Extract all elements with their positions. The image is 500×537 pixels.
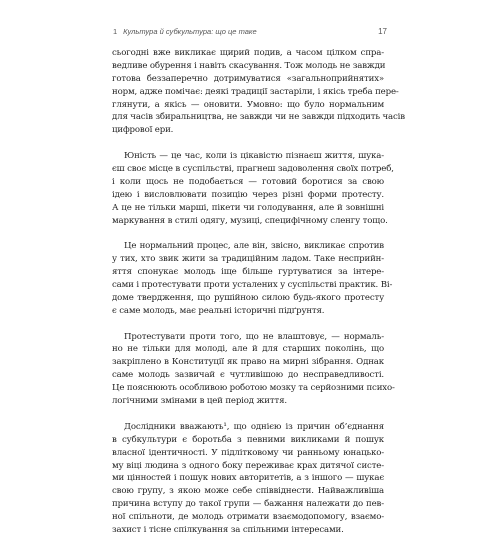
text-line: Це нормальний процес, але він, звісно, викликає спротив [124,241,384,252]
text-line: свою групу, з якою може себе співвіднести. Найважливіша [112,486,384,497]
paragraph [112,150,394,227]
text-line: готова беззаперечно дотримуватися «загальноприйнятих» [112,73,384,84]
running-head [113,27,387,36]
text-line: доме твердження, що рушійною силою будь-якого протесту [112,292,384,303]
text-line: сьогодні вже викликає щирий подив, а часом цілком спра- [112,48,384,58]
text-line: яття спонукає молодь іще більше гуртуватися за інтере- [112,267,384,278]
chapter-number: 1 [113,27,118,36]
text-line: захист і тісне спілкування за спільними інтересами. [112,524,344,535]
text-line: у тих, хто звик жити за традиційним ладом. Таке несприйн- [112,254,384,265]
text-line: ідею і висловлювати позицію через різні форми протесту. [112,189,384,200]
paragraph [112,331,395,408]
paragraph [112,47,405,137]
text-line: власної ідентичності. У підлітковому чи ранньому юнацько- [112,447,384,458]
text-line: в субкультури є боротьба з певними викликами й пошук [112,434,384,445]
text-line: ної спільноти, де молодь отримати взаємодопомогу, взаємо- [112,512,384,523]
text-line: маркування в стилі одягу, музиці, специфічному сленгу тощо. [112,215,388,226]
text-line: саме молодь зазвичай є чутливішою до несправедливості. [112,370,384,381]
text-line: Дослідники вважають¹, що однією із причин об’єднання [124,421,384,432]
text-line: логічними змінами в цей період життя. [112,396,287,407]
text-line: Протестувати проти того, що не влаштовує, — нормаль- [124,331,384,342]
text-line: і коли щось не подобається — готовий боротися за свою [112,176,384,187]
text-line: для часів збиральництва, не завжди чи не завжди підходить часів [112,112,405,123]
page-number: 17 [378,27,387,36]
text-line: но не тільки для молоді, але й для старших поколінь, що [112,344,384,355]
text-line: норм, адже помічає: деякі традиції застаріли, і якісь треба пере- [112,86,399,97]
chapter-title: Культура й субкультура: що це таке [123,27,257,36]
text-line: закріплено в Конституції як право на мирні зібрання. Однак [112,357,384,368]
body-text [112,47,405,537]
paragraph [112,421,384,537]
text-line: ведливе обурення і навіть скасування. Тож молодь не завжди [112,60,386,71]
text-line: єш своє місце в суспільстві, прагнеш задоволення своїх потреб, [112,164,394,175]
text-line: причина вступу до такої групи — бажання належати до пев- [112,499,384,510]
text-line: А це не тільки марші, пікети чи голодування, але й зовнішні [112,202,384,213]
text-line: є саме молодь, має реальні історичні підґрунтя. [112,305,325,316]
text-line: сами і протестувати проти усталених у суспільстві практик. Ві- [112,280,393,291]
text-line: ми цінностей і пошук нових авторитетів, а з іншого — шукає [112,473,384,484]
text-line: цифрової ери. [112,125,174,136]
text-line: му віці людина з одного боку переживає крах дитячої систе- [112,460,384,471]
text-line: Юність — це час, коли із цікавістю пізнаєш життя, шука- [124,151,384,162]
text-line: глянути, а якісь — оновити. Умовно: що було нормальним [112,99,384,110]
text-line: Це пояснюють особливою роботою мозку та серйозними психо- [112,383,395,394]
paragraph [112,240,393,317]
